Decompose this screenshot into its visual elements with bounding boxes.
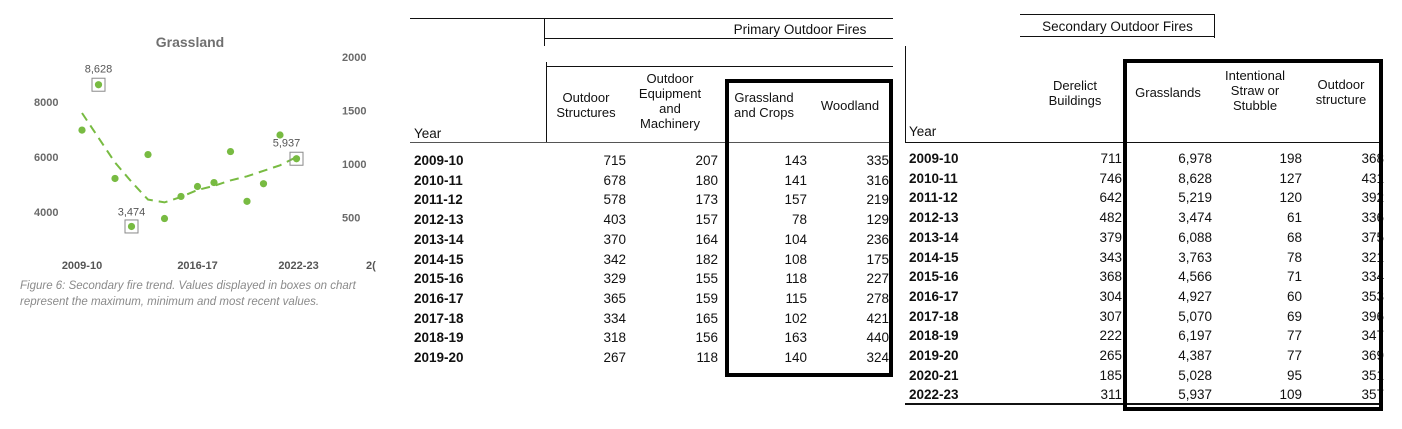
cell-value: 78 xyxy=(1286,249,1302,265)
cell-value: 143 xyxy=(784,153,807,168)
trend-line xyxy=(82,113,297,202)
cell-value: 3,763 xyxy=(1178,249,1212,265)
cell-value: 6,197 xyxy=(1178,328,1212,344)
y-right-tick-label: 500 xyxy=(342,212,361,225)
cell-value: 421 xyxy=(866,310,889,326)
figure-caption: Figure 6: Secondary fire trend. Values displayed in boxes on chart represent the maximum, minimum and most recent values. xyxy=(20,280,356,308)
cell-value: 118 xyxy=(696,350,718,365)
row-year: 2012-13 xyxy=(414,212,464,228)
cell-value: 324 xyxy=(866,350,889,365)
cell-value: 77 xyxy=(1286,348,1302,363)
table-rule xyxy=(1020,14,1215,15)
cell-value: 198 xyxy=(1279,151,1302,166)
cell-value: 157 xyxy=(784,192,807,208)
cell-value: 163 xyxy=(784,330,807,346)
cell-value: 5,219 xyxy=(1178,190,1212,206)
cell-value: 365 xyxy=(603,290,626,306)
primary-table-title: Primary Outdoor Fires xyxy=(733,22,867,37)
cell-value: 343 xyxy=(1099,249,1122,265)
cell-value: 715 xyxy=(603,153,626,168)
cell-value: 375 xyxy=(1361,229,1384,245)
cell-value: 357 xyxy=(1361,387,1384,403)
cell-value: 159 xyxy=(695,290,718,306)
cell-value: 227 xyxy=(866,271,889,287)
row-year: 2019-20 xyxy=(414,350,464,365)
row-year: 2020-21 xyxy=(909,367,959,383)
cell-value: 368 xyxy=(1099,269,1122,285)
cell-value: 115 xyxy=(785,290,807,306)
cell-value: 711 xyxy=(1100,151,1122,166)
cell-value: 334 xyxy=(603,310,626,326)
cell-value: 746 xyxy=(1099,170,1122,186)
y-left-tick-label: 8000 xyxy=(34,97,59,109)
cell-value: 403 xyxy=(603,212,626,228)
row-year: 2013-14 xyxy=(909,229,959,245)
col-header-straw-stubble: Intentional Straw or Stubble xyxy=(1225,68,1285,113)
cell-value: 316 xyxy=(866,172,889,188)
data-point xyxy=(227,148,234,155)
y-right-tick-label: 1000 xyxy=(342,159,367,171)
annotation-label: 5,937 xyxy=(272,137,301,150)
data-point xyxy=(161,215,168,222)
row-year: 2019-20 xyxy=(909,348,959,363)
cell-value: 311 xyxy=(1100,387,1122,403)
cell-value: 109 xyxy=(1279,387,1302,403)
cell-value: 5,937 xyxy=(1178,387,1212,403)
cell-value: 222 xyxy=(1099,328,1122,344)
cell-value: 182 xyxy=(695,251,718,267)
cell-value: 431 xyxy=(1361,170,1384,186)
cell-value: 440 xyxy=(866,330,889,346)
cell-value: 104 xyxy=(784,231,807,247)
cell-value: 78 xyxy=(791,212,807,228)
primary-outdoor-fires-table xyxy=(410,18,900,378)
cell-value: 4,566 xyxy=(1178,269,1212,285)
x-tick-label: 2009-10 xyxy=(61,260,103,272)
row-year: 2017-18 xyxy=(414,310,464,326)
y-right-tick-label: 1500 xyxy=(342,105,367,118)
cell-value: 392 xyxy=(1361,190,1384,206)
cell-value: 164 xyxy=(695,231,718,247)
cell-value: 157 xyxy=(695,212,718,228)
table-rule xyxy=(1214,14,1215,38)
data-point xyxy=(95,81,102,88)
cell-value: 5,070 xyxy=(1178,308,1212,324)
cell-value: 5,028 xyxy=(1178,367,1212,383)
cell-value: 307 xyxy=(1099,308,1122,324)
cell-value: 3,474 xyxy=(1178,210,1212,226)
cell-value: 8,628 xyxy=(1178,170,1212,186)
highlight-box xyxy=(725,79,893,377)
cell-value: 304 xyxy=(1099,288,1122,304)
cell-value: 71 xyxy=(1286,269,1302,285)
cell-value: 482 xyxy=(1099,210,1122,226)
cell-value: 318 xyxy=(603,330,626,346)
cell-value: 156 xyxy=(695,330,718,346)
row-year: 2011-12 xyxy=(414,192,463,208)
chart-title: Grassland xyxy=(155,34,225,50)
cell-value: 336 xyxy=(1361,210,1384,226)
row-year: 2016-17 xyxy=(909,288,959,304)
cell-value: 118 xyxy=(785,271,807,287)
cell-value: 351 xyxy=(1361,367,1384,383)
table-rule xyxy=(905,46,906,142)
row-year: 2015-16 xyxy=(909,269,959,285)
row-year: 2014-15 xyxy=(909,249,959,265)
x-tick-label: 2022-23 xyxy=(278,260,319,272)
table-rule xyxy=(1020,36,1215,37)
cell-value: 379 xyxy=(1099,229,1122,245)
data-point xyxy=(111,175,118,182)
table-rule xyxy=(546,66,893,67)
cell-value: 185 xyxy=(1099,367,1122,383)
cell-value: 353 xyxy=(1361,288,1384,304)
cell-value: 4,927 xyxy=(1178,288,1212,304)
cell-value: 140 xyxy=(784,350,807,365)
year-header: Year xyxy=(909,124,937,139)
cell-value: 77 xyxy=(1286,328,1302,344)
row-year: 2011-12 xyxy=(909,190,958,206)
cell-value: 219 xyxy=(866,192,889,208)
cell-value: 236 xyxy=(866,231,889,247)
data-point xyxy=(243,198,250,205)
cell-value: 175 xyxy=(866,251,889,267)
y-left-tick-label: 6000 xyxy=(34,152,59,164)
row-year: 2012-13 xyxy=(909,210,959,226)
data-point xyxy=(144,151,151,158)
row-year: 2015-16 xyxy=(414,271,464,287)
data-point xyxy=(128,223,135,230)
cell-value: 173 xyxy=(695,192,718,208)
x-tick-label: 2016-17 xyxy=(177,260,218,272)
cell-value: 4,387 xyxy=(1178,348,1212,363)
cell-value: 180 xyxy=(695,172,718,188)
cell-value: 578 xyxy=(603,192,626,208)
row-year: 2009-10 xyxy=(909,151,959,166)
row-year: 2010-11 xyxy=(414,172,463,188)
cell-value: 329 xyxy=(603,271,626,287)
col-header-woodland: Woodland xyxy=(820,98,880,113)
row-year: 2018-19 xyxy=(909,328,959,344)
cell-value: 370 xyxy=(603,231,626,247)
col-header-grasslands: Grasslands xyxy=(1135,85,1201,100)
cell-value: 127 xyxy=(1279,170,1302,186)
cell-value: 108 xyxy=(784,251,807,267)
table-rule xyxy=(544,18,545,46)
table-rule xyxy=(546,62,547,142)
cell-value: 347 xyxy=(1361,328,1384,344)
data-point xyxy=(293,155,300,162)
col-header-derelict-buildings: Derelict Buildings xyxy=(1048,78,1102,108)
col-header-outdoor-structure: Outdoor structure xyxy=(1315,77,1367,107)
cell-value: 265 xyxy=(1099,348,1122,363)
cell-value: 207 xyxy=(695,153,718,168)
cell-value: 95 xyxy=(1286,367,1302,383)
row-year: 2009-10 xyxy=(414,153,464,168)
grassland-chart xyxy=(0,0,400,280)
cell-value: 141 xyxy=(784,172,807,188)
annotation-label: 8,628 xyxy=(84,63,113,76)
cell-value: 60 xyxy=(1286,288,1302,304)
cell-value: 369 xyxy=(1361,348,1384,363)
cell-value: 335 xyxy=(866,153,889,168)
cell-value: 155 xyxy=(695,271,718,287)
y-left-tick-label: 4000 xyxy=(34,207,59,219)
data-point xyxy=(177,193,184,200)
row-year: 2010-11 xyxy=(909,170,958,186)
col-header-outdoor-equipment: Outdoor Equipment and Machinery xyxy=(638,71,702,131)
data-point xyxy=(78,127,85,134)
table-rule xyxy=(544,38,893,39)
cell-value: 396 xyxy=(1361,308,1384,324)
row-year: 2017-18 xyxy=(909,308,959,324)
data-point xyxy=(260,180,267,187)
cell-value: 120 xyxy=(1279,190,1302,206)
y-right-tick-label: 2000 xyxy=(342,52,367,64)
cell-value: 642 xyxy=(1099,190,1122,206)
row-year: 2022-23 xyxy=(909,387,959,403)
cell-value: 321 xyxy=(1361,249,1384,265)
col-header-outdoor-structures: Outdoor Structures xyxy=(556,90,616,120)
highlight-box xyxy=(1123,59,1383,411)
year-header: Year xyxy=(414,126,442,141)
secondary-outdoor-fires-table xyxy=(905,14,1395,414)
cell-value: 129 xyxy=(866,212,889,228)
cell-value: 334 xyxy=(1361,269,1384,285)
cell-value: 368 xyxy=(1361,151,1384,166)
cell-value: 68 xyxy=(1286,229,1302,245)
cell-value: 6,088 xyxy=(1178,229,1212,245)
cell-value: 342 xyxy=(603,251,626,267)
row-year: 2014-15 xyxy=(414,251,464,267)
col-header-grassland-crops: Grassland and Crops xyxy=(734,90,794,120)
cell-value: 6,978 xyxy=(1178,151,1212,166)
x-tick-label-partial: 2( xyxy=(366,260,376,272)
cell-value: 278 xyxy=(866,290,889,306)
grassland-chart-panel xyxy=(0,0,400,429)
annotation-label: 3,474 xyxy=(117,206,146,219)
row-year: 2018-19 xyxy=(414,330,464,346)
cell-value: 102 xyxy=(784,310,807,326)
data-point xyxy=(194,183,201,190)
row-year: 2016-17 xyxy=(414,290,464,306)
cell-value: 267 xyxy=(603,350,626,365)
cell-value: 61 xyxy=(1286,210,1302,226)
table-rule xyxy=(410,18,893,19)
secondary-table-title: Secondary Outdoor Fires xyxy=(1042,19,1193,34)
row-year: 2013-14 xyxy=(414,231,464,247)
cell-value: 678 xyxy=(603,172,626,188)
cell-value: 69 xyxy=(1286,308,1302,324)
cell-value: 165 xyxy=(695,310,718,326)
data-point xyxy=(210,179,217,186)
